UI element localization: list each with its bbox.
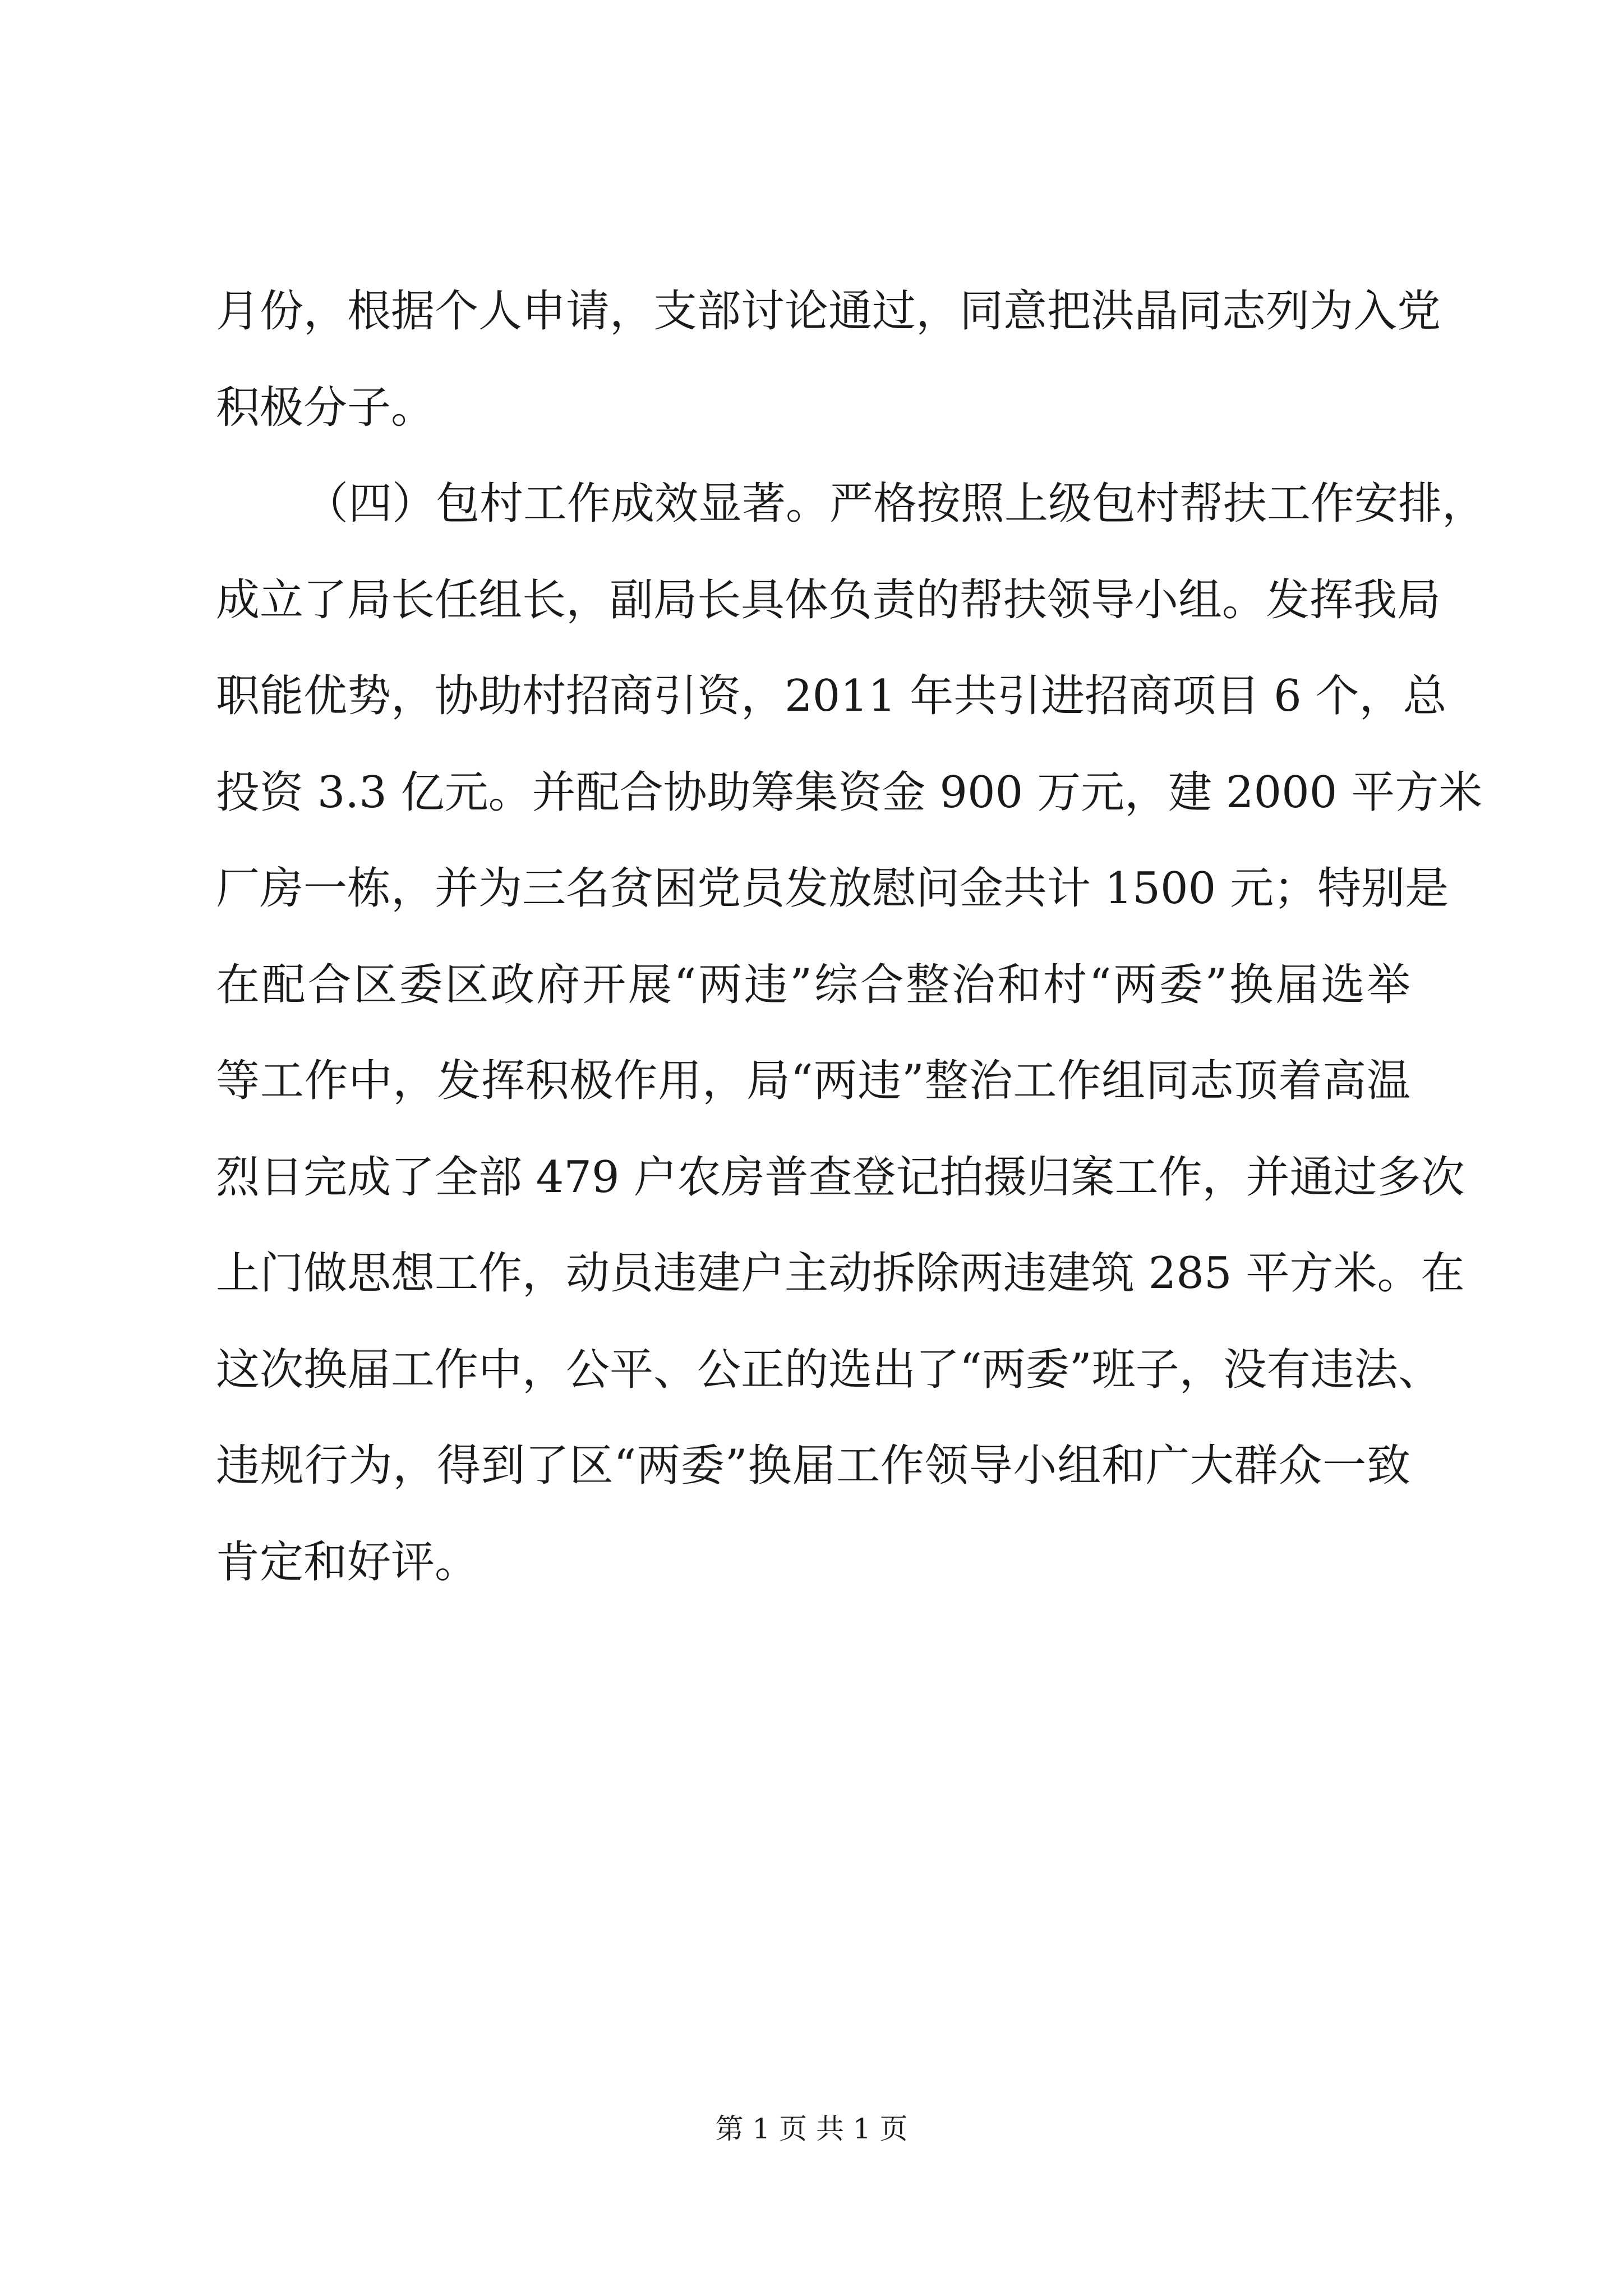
text-line: 职能优势，协助村招商引资，2011 年共引进招商项目 6 个，总 <box>216 671 1447 721</box>
paragraph <box>216 456 1486 1611</box>
text-line: 月份，根据个人申请，支部讨论通过，同意把洪晶同志列为入党 <box>216 286 1441 337</box>
text-line: 投资 3.3 亿元。并配合协助筹集资金 900 万元，建 2000 平方米 <box>216 767 1483 818</box>
text-line: 这次换届工作中，公平、公正的选出了“两委”班子，没有违法、 <box>216 1344 1442 1395</box>
paragraph <box>216 264 1441 456</box>
text-line: 等工作中，发挥积极作用，局“两违”整治工作组同志顶着高温 <box>216 1056 1410 1106</box>
document-body <box>216 264 1486 1611</box>
text-line: 违规行为，得到了区“两委”换届工作领导小组和广大群众一致 <box>216 1441 1410 1491</box>
text-line: 肯定和好评。 <box>216 1536 479 1588</box>
page-number-footer: 第 1 页 共 1 页 <box>715 2113 908 2145</box>
text-line: 成立了局长任组长，副局长具体负责的帮扶领导小组。发挥我局 <box>216 574 1441 625</box>
text-line: （四）包村工作成效显著。严格按照上级包村帮扶工作安排， <box>305 478 1486 529</box>
text-line: 在配合区委区政府开展“两违”综合整治和村“两委”换届选举 <box>216 959 1410 1010</box>
text-line: 烈日完成了全部 479 户农房普查登记拍摄归案工作，并通过多次 <box>216 1152 1465 1203</box>
text-line: 厂房一栋，并为三名贫困党员发放慰问金共计 1500 元；特别是 <box>216 863 1449 914</box>
text-line: 积极分子。 <box>216 382 435 433</box>
text-line: 上门做思想工作，动员违建户主动拆除两违建筑 285 平方米。在 <box>216 1248 1465 1299</box>
